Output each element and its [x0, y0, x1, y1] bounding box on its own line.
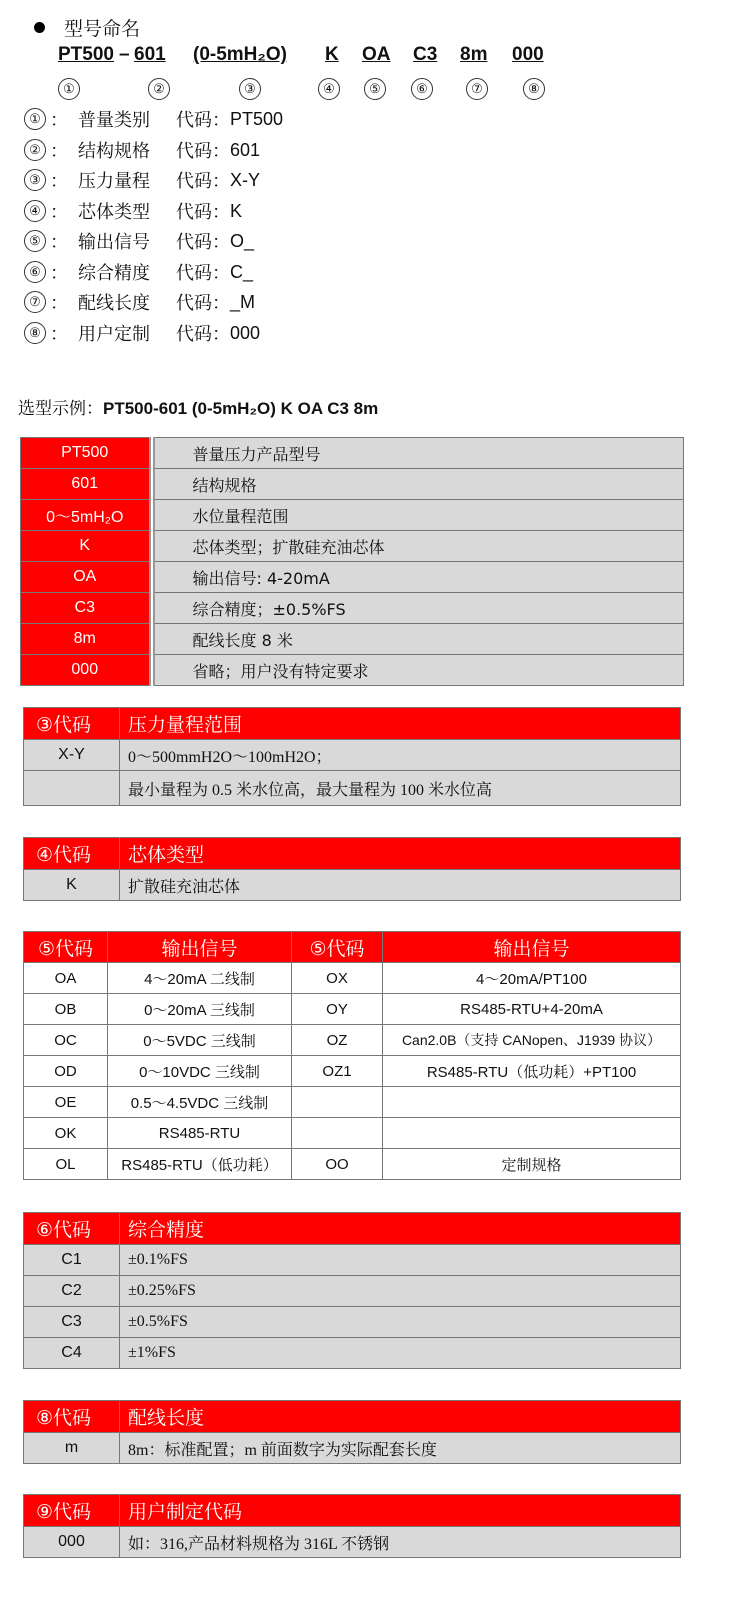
header-title: 输出信号 — [108, 932, 292, 963]
table-row — [24, 963, 681, 994]
code-part-8m: 8m — [460, 44, 488, 65]
table-cell-code: X-Y — [24, 740, 120, 771]
bullet-icon — [34, 22, 45, 33]
table-cell-code: OD — [24, 1056, 108, 1087]
table-cell-desc — [383, 1087, 681, 1118]
legend-name: 结构规格 — [78, 141, 150, 162]
table-row — [21, 655, 684, 686]
header-code: ⑤代码 — [292, 932, 383, 963]
table-cell-code: C4 — [24, 1338, 120, 1369]
table-cell-code: OB — [24, 994, 108, 1025]
table-cell-code: 000 — [21, 655, 152, 686]
table-cell-code: C2 — [24, 1276, 120, 1307]
circle-number: ⑧ — [523, 78, 545, 100]
table-row — [24, 1025, 681, 1056]
header-code: ③代码 — [24, 708, 120, 740]
table-cell-code: 8m — [21, 624, 152, 655]
table-header-row — [24, 708, 681, 740]
table-cell-code: OA — [24, 963, 108, 994]
table-row — [24, 740, 681, 771]
header-title: 芯体类型 — [120, 838, 681, 870]
code-part-000: 000 — [512, 44, 544, 65]
table-row — [21, 593, 684, 624]
table-cell-desc: 如：316,产品材料规格为 316L 不锈钢 — [120, 1527, 681, 1558]
legend-item: ⑦ ： 配线长度 代码： _M — [24, 287, 255, 317]
legend-name: 输出信号 — [78, 232, 150, 253]
table-row — [24, 1056, 681, 1087]
legend-value: PT500 — [230, 108, 284, 129]
summary-table — [20, 437, 684, 686]
table-cell-desc: ±0.1%FS — [120, 1245, 681, 1276]
code-part-601: 601 — [134, 44, 166, 65]
table-header-row — [24, 1401, 681, 1433]
legend-value: O_ — [230, 230, 255, 251]
header-title: 综合精度 — [120, 1213, 681, 1245]
legend-name: 配线长度 — [78, 293, 150, 314]
header-title: 配线长度 — [120, 1401, 681, 1433]
table-cell-code: C1 — [24, 1245, 120, 1276]
table-row — [24, 1087, 681, 1118]
table-cell-desc: 0.5～4.5VDC 三线制 — [108, 1087, 292, 1118]
header-code: ⑧代码 — [24, 1401, 120, 1433]
table-cell-code: 000 — [24, 1527, 120, 1558]
table-cell-code: OK — [24, 1118, 108, 1149]
circle-number: ① — [24, 108, 46, 130]
circle-number: ⑤ — [364, 78, 386, 100]
table-cell-desc — [383, 1118, 681, 1149]
table-row — [21, 500, 684, 531]
wire-length-table — [23, 1400, 681, 1464]
table-cell-code: OC — [24, 1025, 108, 1056]
table-cell-desc: ±1%FS — [120, 1338, 681, 1369]
header-code: ⑤代码 — [24, 932, 108, 963]
table-row — [24, 1433, 681, 1464]
legend-value: C_ — [230, 261, 254, 282]
table-cell-desc: 综合精度；±0.5%FS — [152, 593, 684, 624]
table-cell-code — [292, 1087, 383, 1118]
table-cell-code: OZ — [292, 1025, 383, 1056]
table-row — [24, 1276, 681, 1307]
circle-number: ① — [58, 78, 80, 100]
table-cell-code: PT500 — [21, 438, 152, 469]
legend-label: 代码： — [176, 232, 230, 253]
circle-number: ② — [148, 78, 170, 100]
code-part-k: K — [325, 44, 339, 65]
example-label: 选型示例： — [18, 399, 103, 419]
table-row — [21, 531, 684, 562]
legend-value: K — [230, 200, 243, 221]
table-header-row — [24, 932, 681, 963]
legend-value: X-Y — [230, 169, 261, 190]
table-cell-desc: 扩散硅充油芯体 — [120, 870, 681, 901]
circle-number: ③ — [239, 78, 261, 100]
table-row — [21, 562, 684, 593]
table-row — [24, 1527, 681, 1558]
table-header-row — [24, 838, 681, 870]
table-cell-desc: 水位量程范围 — [152, 500, 684, 531]
selection-example — [18, 394, 378, 419]
legend-name: 用户定制 — [78, 324, 150, 345]
circle-number: ⑥ — [411, 78, 433, 100]
circle-number: ④ — [318, 78, 340, 100]
table-cell-desc: 普量压力产品型号 — [152, 438, 684, 469]
legend-item: ③ ： 压力量程 代码： X-Y — [24, 165, 260, 195]
table-cell-desc: RS485-RTU（低功耗）+PT100 — [383, 1056, 681, 1087]
output-table — [23, 931, 681, 1180]
circle-number: ⑦ — [24, 291, 46, 313]
table-cell-desc: RS485-RTU — [108, 1118, 292, 1149]
table-row — [21, 438, 684, 469]
circle-number: ⑥ — [24, 261, 46, 283]
circle-number: ② — [24, 139, 46, 161]
legend-name: 综合精度 — [78, 263, 150, 284]
legend-name: 芯体类型 — [78, 202, 150, 223]
table-cell-code — [24, 771, 120, 806]
legend-name: 压力量程 — [78, 171, 150, 192]
table-cell-desc: 最小量程为 0.5 米水位高，最大量程为 100 米水位高 — [120, 771, 681, 806]
legend-value: _M — [230, 291, 256, 312]
table-row — [24, 771, 681, 806]
table-cell-desc: 输出信号: 4-20mA — [152, 562, 684, 593]
table-cell-desc: Can2.0B（支持 CANopen、J1939 协议） — [383, 1025, 681, 1056]
table-cell-desc: 芯体类型；扩散硅充油芯体 — [152, 531, 684, 562]
table-cell-code: 601 — [21, 469, 152, 500]
table-cell-code: C3 — [21, 593, 152, 624]
table-cell-desc: ±0.25%FS — [120, 1276, 681, 1307]
table-cell-desc: 配线长度 8 米 — [152, 624, 684, 655]
table-cell-desc: 4～20mA/PT100 — [383, 963, 681, 994]
table-cell-code: OY — [292, 994, 383, 1025]
header-code: ④代码 — [24, 838, 120, 870]
legend-label: 代码： — [176, 293, 230, 314]
table-cell-code: OZ1 — [292, 1056, 383, 1087]
section-title: 型号命名 — [64, 18, 141, 40]
circle-number: ④ — [24, 200, 46, 222]
table-header-row — [24, 1495, 681, 1527]
table-cell-code: OX — [292, 963, 383, 994]
legend-item: ⑤ ： 输出信号 代码： O_ — [24, 226, 254, 256]
legend-label: 代码： — [176, 110, 230, 131]
table-cell-code: C3 — [24, 1307, 120, 1338]
accuracy-table — [23, 1212, 681, 1369]
table-row — [21, 469, 684, 500]
table-cell-desc: 定制规格 — [383, 1149, 681, 1180]
table-cell-code: OO — [292, 1149, 383, 1180]
table-cell-desc: ±0.5%FS — [120, 1307, 681, 1338]
table-cell-desc: 省略；用户没有特定要求 — [152, 655, 684, 686]
table-cell-desc: 0～500mmH2O～100mH2O； — [120, 740, 681, 771]
code-part-dash: – — [119, 44, 130, 65]
table-cell-desc: 0～10VDC 三线制 — [108, 1056, 292, 1087]
table-cell-desc: 0～20mA 三线制 — [108, 994, 292, 1025]
legend-item: ④ ： 芯体类型 代码： K — [24, 196, 242, 226]
circle-number: ⑤ — [24, 230, 46, 252]
circle-number: ⑧ — [24, 322, 46, 344]
table-header-row — [24, 1213, 681, 1245]
table-cell-desc: 0～5VDC 三线制 — [108, 1025, 292, 1056]
table-cell-desc: 8m：标准配置；m 前面数字为实际配套长度 — [120, 1433, 681, 1464]
legend-value: 601 — [230, 139, 261, 160]
header-title: 用户制定代码 — [120, 1495, 681, 1527]
table-cell-desc: 结构规格 — [152, 469, 684, 500]
legend-item: ② ： 结构规格 代码： 601 — [24, 135, 260, 165]
legend-label: 代码： — [176, 263, 230, 284]
header-code: ⑨代码 — [24, 1495, 120, 1527]
table-cell-code: m — [24, 1433, 120, 1464]
table-cell-desc: 4～20mA 二线制 — [108, 963, 292, 994]
table-cell-code: OL — [24, 1149, 108, 1180]
legend-value: 000 — [230, 322, 261, 343]
legend-item: ⑥ ： 综合精度 代码： C_ — [24, 257, 253, 287]
table-cell-code: K — [21, 531, 152, 562]
table-row — [24, 870, 681, 901]
code-part-c3: C3 — [413, 44, 438, 65]
legend-label: 代码： — [176, 141, 230, 162]
code-part-oa: OA — [362, 44, 391, 65]
code-part-range: (0-5mH₂O) — [193, 44, 287, 65]
table-row — [24, 1307, 681, 1338]
legend-label: 代码： — [176, 202, 230, 223]
circle-number: ⑦ — [466, 78, 488, 100]
table-cell-desc: RS485-RTU+4-20mA — [383, 994, 681, 1025]
table-row — [24, 1149, 681, 1180]
legend-item: ⑧ ： 用户定制 代码： 000 — [24, 318, 260, 348]
table-cell-code: 0～5mH₂O — [21, 500, 152, 531]
header-code: ⑥代码 — [24, 1213, 120, 1245]
table-row — [24, 1338, 681, 1369]
range-table — [23, 707, 681, 806]
code-part-pt500: PT500 — [58, 44, 114, 65]
table-cell-code — [292, 1118, 383, 1149]
table-row — [24, 1118, 681, 1149]
table-cell-code: OA — [21, 562, 152, 593]
legend-label: 代码： — [176, 324, 230, 345]
table-row — [24, 1245, 681, 1276]
table-cell-desc: RS485-RTU（低功耗） — [108, 1149, 292, 1180]
table-cell-code: K — [24, 870, 120, 901]
table-cell-code: OE — [24, 1087, 108, 1118]
table-row — [24, 994, 681, 1025]
core-table — [23, 837, 681, 901]
example-value: PT500-601 (0-5mH₂O) K OA C3 8m — [103, 399, 379, 418]
legend-name: 普量类别 — [78, 110, 150, 131]
legend-item: ① ： 普量类别 代码： PT500 — [24, 104, 283, 134]
header-title: 压力量程范围 — [120, 708, 681, 740]
table-row — [21, 624, 684, 655]
custom-code-table — [23, 1494, 681, 1558]
circle-number: ③ — [24, 169, 46, 191]
legend-label: 代码： — [176, 171, 230, 192]
header-title: 输出信号 — [383, 932, 681, 963]
